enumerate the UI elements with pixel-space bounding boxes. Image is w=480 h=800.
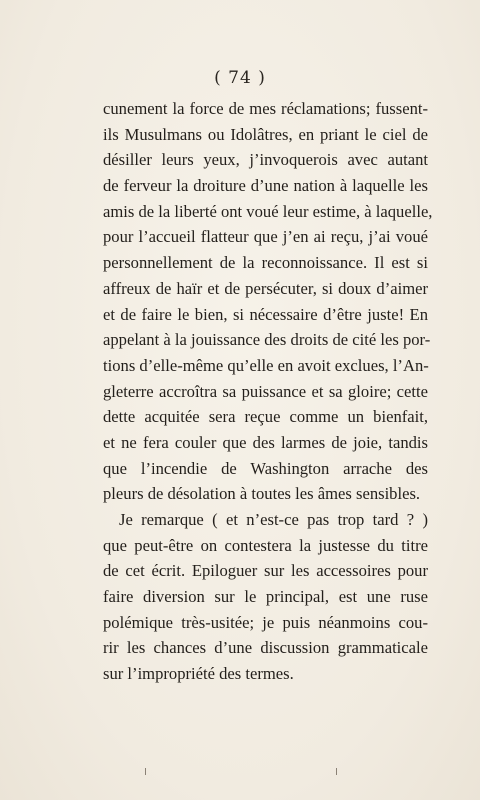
- text-line: dette acquitée sera reçue comme un bienfait,: [103, 407, 428, 427]
- text-line: polémique très-usitée; je puis néanmoins cou-: [103, 612, 428, 632]
- text-line: personnellement de la reconnoissance. Il est si: [103, 253, 428, 273]
- text-line: désiller leurs yeux, j’invoquerois avec autant: [103, 150, 428, 170]
- text-line: rir les chances d’une discussion grammaticale: [103, 638, 428, 658]
- text-line: cunement la force de mes réclamations; fussent-: [103, 99, 428, 118]
- text-line: pleurs de désolation à toutes les âmes sensibles.: [103, 484, 421, 504]
- print-mark: [336, 768, 337, 775]
- text-line: de cet écrit. Epiloguer sur les accessoires pour: [103, 561, 428, 581]
- text-line: appelant à la jouissance des droits de cité les por-: [103, 330, 431, 350]
- text-line: ils Musulmans ou Idolâtres, en priant le ciel de: [103, 124, 428, 144]
- text-line: que peut-être on contestera la justesse du titre: [103, 535, 428, 555]
- text-line: pour l’accueil flatteur que j’en ai reçu, j’ai voué: [103, 227, 428, 247]
- text-line: de ferveur la droiture d’une nation à laquelle les: [103, 176, 428, 196]
- print-mark: [145, 768, 146, 775]
- text-line: tions d’elle-même qu’elle en avoit exclues, l’An-: [103, 355, 429, 375]
- text-line: amis de la liberté ont voué leur estime, à laquelle,: [103, 201, 433, 221]
- text-line: que l’incendie de Washington arrache des: [103, 458, 428, 478]
- page-number: ( 74 ): [214, 68, 266, 88]
- text-line: et ne fera couler que des larmes de joie, tandis: [103, 432, 428, 452]
- text-line: gleterre accroîtra sa puissance et sa gloire; cette: [103, 381, 428, 401]
- text-line: Je remarque ( et n’est-ce pas trop tard ? ): [119, 510, 428, 529]
- text-line: sur l’impropriété des termes.: [103, 664, 294, 684]
- text-line: faire diversion sur le principal, est une ruse: [103, 587, 428, 607]
- text-line: affreux de haïr et de persécuter, si doux d’aimer: [103, 278, 428, 298]
- body-text: [103, 96, 433, 687]
- text-line: et de faire le bien, si nécessaire d’être juste! En: [103, 304, 428, 324]
